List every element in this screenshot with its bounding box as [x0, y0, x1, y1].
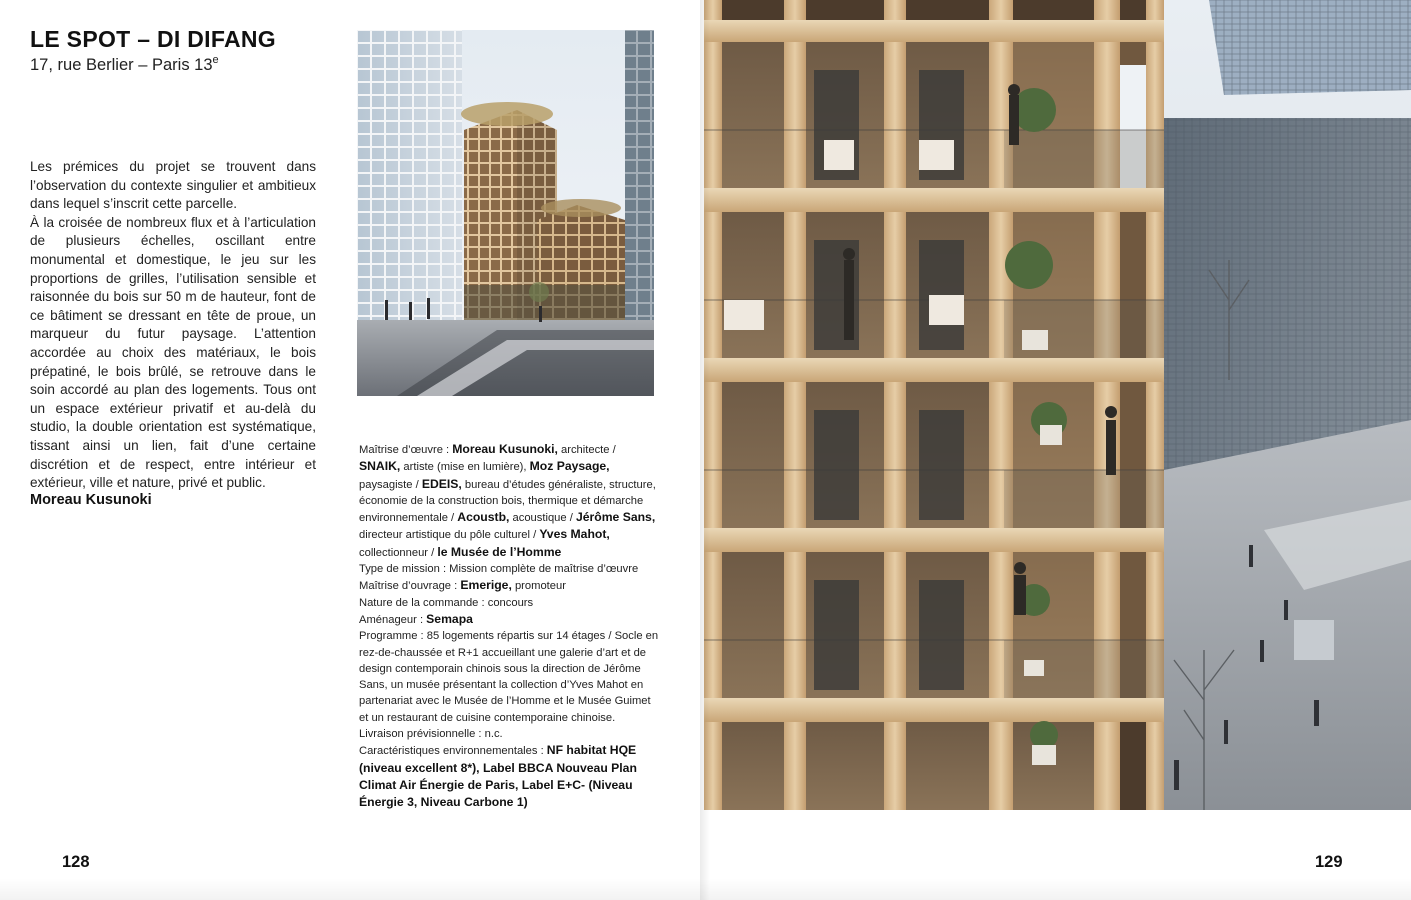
owner-label: Maîtrise d’ouvrage :	[359, 580, 461, 593]
credits-owner	[359, 577, 659, 594]
credit-role: paysagiste /	[359, 478, 422, 491]
credit-name: le Musée de l’Homme	[437, 544, 562, 559]
timber-facade-illustration	[704, 0, 1411, 810]
page-number-right: 129	[1315, 853, 1343, 871]
developer-label: Aménageur :	[359, 613, 427, 626]
credit-role: acoustique /	[509, 512, 576, 525]
credit-name: EDEIS,	[421, 476, 462, 491]
credit-name: Moz Paysage,	[529, 459, 610, 474]
credits-mission: Type de mission : Mission complète de maîtrise d’œuvre	[359, 563, 639, 576]
credits-environment	[359, 742, 659, 811]
environment-labels: NF habitat HQE (niveau excellent 8*), Label BBCA Nouveau Plan Climat Air Énergie de Paris, Label E+C- (Niveau Énergie 3, Niveau Carbone 1)	[359, 743, 637, 810]
credits-developer	[359, 611, 659, 628]
owner-name: Emerige,	[460, 578, 512, 593]
credit-role: artiste (mise en lumière),	[400, 461, 530, 474]
credits-delivery: Livraison prévisionnelle : n.c.	[359, 728, 503, 741]
credit-name: Jérôme Sans,	[575, 510, 656, 525]
project-description	[30, 158, 316, 493]
environment-label: Caractéristiques environnementales :	[359, 745, 547, 758]
project-title: LE SPOT – DI DIFANG	[30, 26, 276, 52]
credit-name: Moreau Kusunoki,	[452, 442, 558, 456]
project-credits	[359, 441, 659, 812]
facade-render-image	[704, 0, 1411, 810]
credits-programme: Programme : 85 logements répartis sur 14 étages / Socle en rez-de-chaussée et R+1 accueillant une galerie d’art et de design contemporain chinois sous la direction de Jérôme Sans, un musée présentant la collection d’Yves Mahot en partenariat avec le Musée de l’Homme et le Musée Guimet et un restaurant de cuisine contemporaine chinoise.	[359, 630, 659, 724]
credit-name: SNAIK,	[359, 459, 401, 474]
book-spine-shadow	[700, 0, 710, 900]
author-signature: Moreau Kusunoki	[30, 492, 152, 508]
credits-team	[359, 441, 659, 561]
credits-commission: Nature de la commande : concours	[359, 596, 534, 609]
description-paragraph-2: À la croisée de nombreux flux et à l’articulation de plusieurs échelles, oscillant entre monumental et domestique, le jeu sur les proportions de grilles, l’utilisation sensible et raisonnée du bois sur 50 m de hauteur, font de ce bâtiment se dressant en tête de proue, un marqueur du futur paysage. L’attention accordée au choix des matériaux, le bois prépatiné, le bois brûlé, se retrouve dans le soin accordé au plan des logements. Tous ont un espace extérieur privatif et au-delà du studio, la double orientation est systématique, tissant ainsi un lien, fait d’une certaine discrétion et de respect, entre intérieur et extérieur, ville et nature, privé et public.	[30, 214, 316, 491]
description-paragraph-1: Les prémices du projet se trouvent dans l’observation du contexte singulier et ambitieux dans lequel s’inscrit cette parcelle.	[30, 159, 316, 212]
credit-role: directeur artistique du pôle culturel /	[359, 529, 540, 542]
left-page	[0, 0, 704, 900]
owner-role: promoteur	[511, 580, 566, 593]
right-page	[704, 0, 1411, 900]
credit-name: Yves Mahot,	[539, 527, 610, 542]
perspective-render-image	[357, 30, 654, 396]
credit-role: collectionneur /	[359, 546, 438, 559]
credit-role: bureau d’études généraliste, structure, économie de la construction bois, thermique et démarche environnementale /	[359, 478, 656, 525]
developer-name: Semapa	[426, 611, 473, 626]
credit-role: architecte /	[557, 444, 616, 456]
project-address	[30, 54, 219, 75]
page-number-left: 128	[62, 853, 90, 871]
credit-name: Acoustb,	[457, 510, 510, 525]
address-superscript: e	[212, 54, 219, 66]
street-perspective-illustration	[357, 30, 654, 396]
credit-label: Maîtrise d’œuvre :	[359, 444, 453, 456]
page-bottom-shadow	[0, 878, 1411, 900]
address-text: 17, rue Berlier – Paris 13	[30, 56, 213, 74]
